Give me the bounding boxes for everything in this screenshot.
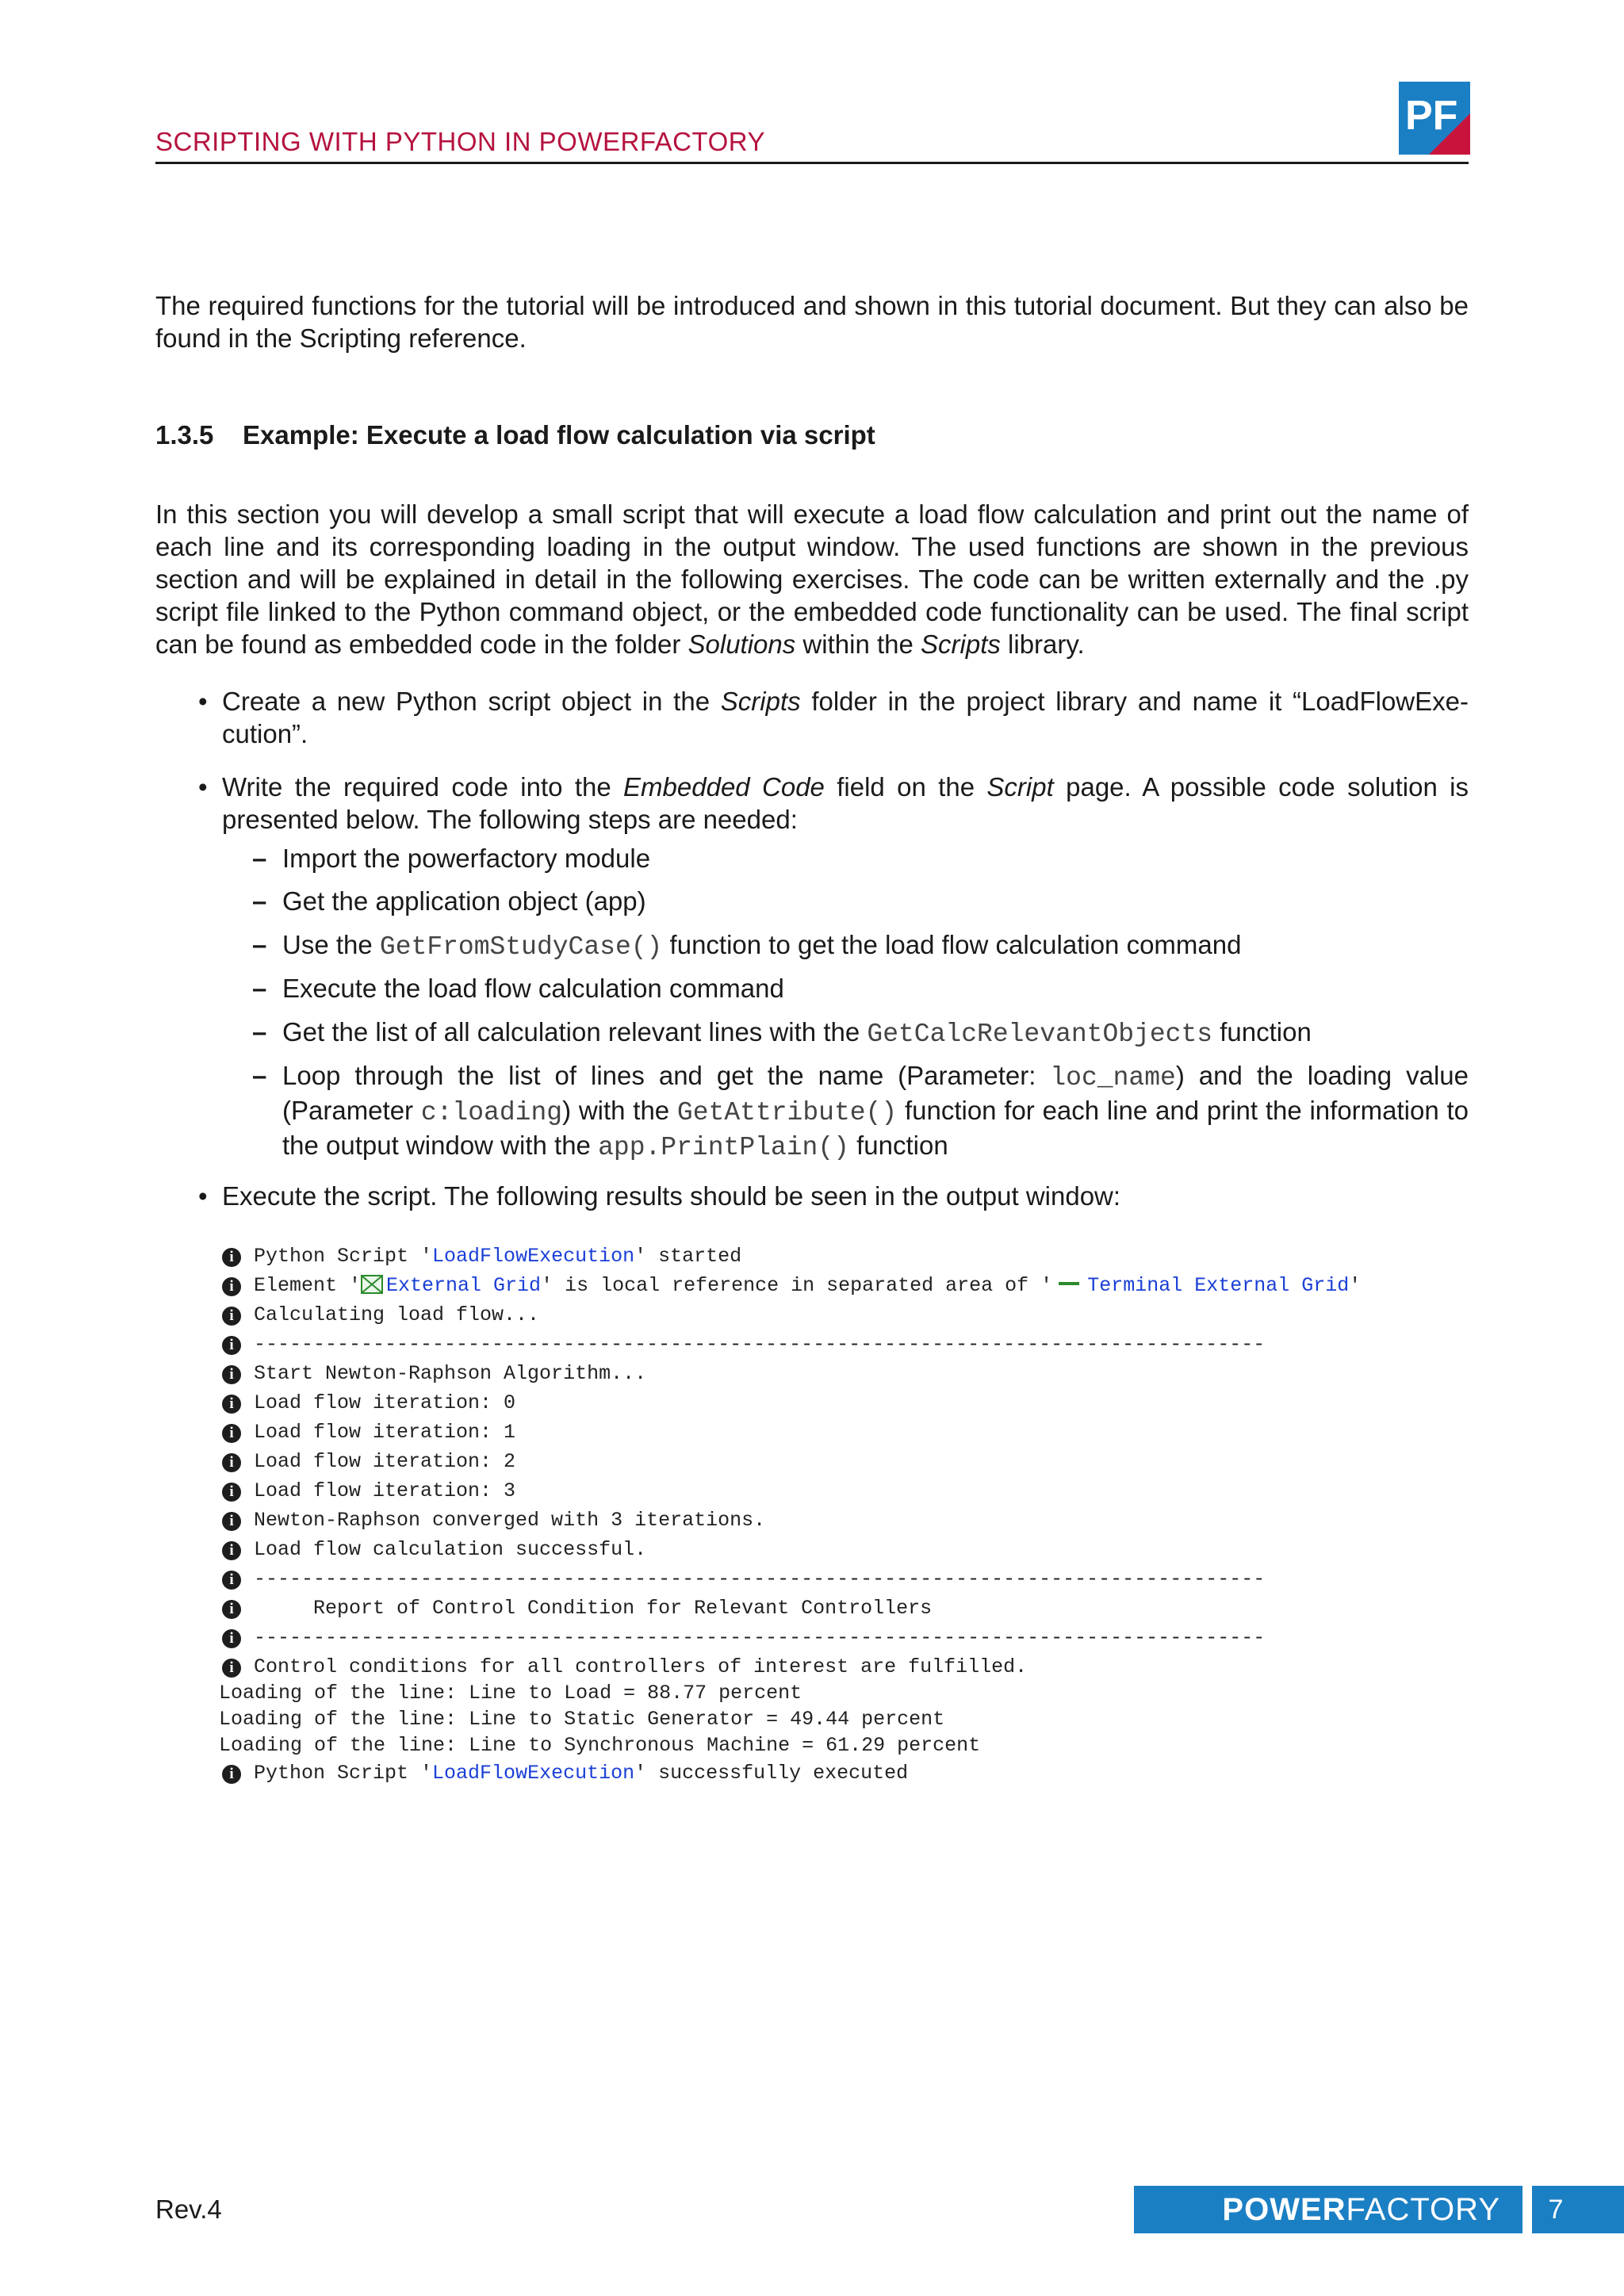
info-icon: i [222, 1395, 241, 1414]
bullet-text: folder in the project library and name it “LoadFlowExe-cution”. [222, 687, 1469, 748]
bullet-text: Create a new Python script object in the [222, 687, 721, 716]
output-text: Loading of the line: Line to Load = 88.77 percent [219, 1682, 802, 1705]
brand-bold: POWER [1222, 2192, 1346, 2227]
info-icon: i [222, 1365, 241, 1384]
output-text: Start Newton-Raphson Algorithm... [254, 1362, 647, 1385]
output-text: Loading of the line: Line to Static Generator = 49.44 percent [219, 1708, 945, 1731]
step-loop-lines [252, 1059, 1469, 1164]
section-para-text: In this section you will develop a small script that will execute a load flow calculation and print out the name of each line and its corresponding loading in the output window. The used functions are shown in the previous section and will be explained in detail in the following exercises. The code can be written externally and the .py script file linked to the Python command object, or the embedded code functionality can be used. The final script can be found as embedded code in the folder [155, 499, 1469, 659]
pf-logo-icon [1399, 82, 1470, 155]
output-window [219, 1243, 1408, 1798]
info-icon: i [222, 1336, 241, 1355]
bullet-emphasis: Scripts [720, 687, 801, 716]
section-para-text: library. [1000, 629, 1085, 659]
bullet-create-script [198, 685, 1469, 750]
step-text: Execute the load flow calculation command [282, 974, 784, 1003]
output-text: ' started [634, 1245, 742, 1268]
solutions-folder-name: Solutions [688, 629, 796, 659]
output-text: Python Script ' [254, 1762, 433, 1785]
info-icon: i [222, 1629, 241, 1648]
code-c-loading: c:loading [420, 1098, 563, 1127]
bullet-dot: • [198, 772, 208, 802]
output-text: Element ' [254, 1274, 362, 1297]
section-number: 1.3.5 [155, 420, 214, 450]
output-text: ' successfully executed [634, 1762, 909, 1785]
bullet-emphasis: Script [986, 772, 1054, 802]
code-app-printplain: app.PrintPlain() [598, 1133, 849, 1162]
bullet-execute-script [198, 1180, 1469, 1212]
pf-logo-text: PF [1405, 93, 1458, 139]
header-rule [155, 162, 1469, 164]
brand-rest: FACTORY [1346, 2192, 1500, 2227]
info-icon: i [222, 1512, 241, 1531]
step-import-module [252, 842, 1469, 874]
dash-marker: – [252, 974, 267, 1003]
step-get-lines [252, 1016, 1469, 1050]
info-icon: i [222, 1541, 241, 1560]
bullet-text: Write the required code into the [222, 772, 624, 802]
code-loc-name: loc_name [1050, 1063, 1176, 1093]
info-icon: i [222, 1248, 241, 1267]
step-text: function [848, 1131, 948, 1160]
section-para-text: within the [795, 629, 921, 659]
step-text: Import the powerfactory module [282, 844, 651, 873]
step-text: Get the application object (app) [282, 886, 646, 916]
step-text: function for each line and print the information to the output window with the [282, 1096, 1469, 1160]
intro-paragraph: The required functions for the tutorial will be introduced and shown in this tutorial document. But they can also be found in the Scripting reference. [155, 291, 1469, 353]
script-link[interactable]: LoadFlowExecution [432, 1245, 635, 1268]
terminal-link[interactable]: Terminal External Grid [1087, 1274, 1350, 1297]
dash-marker: – [252, 1061, 267, 1090]
output-text: Newton-Raphson converged with 3 iterations. [254, 1509, 766, 1532]
output-text: Load flow iteration: 2 [254, 1450, 516, 1473]
brand-bar [1134, 2186, 1522, 2233]
scripts-library-name: Scripts [921, 629, 1001, 659]
info-icon: i [222, 1600, 241, 1619]
info-icon: i [222, 1424, 241, 1443]
step-get-command [252, 928, 1469, 963]
output-text: Load flow iteration: 1 [254, 1421, 516, 1444]
step-text: ) and the loading value (Parameter [282, 1061, 1469, 1125]
output-text: Control conditions for all controllers of interest are fulfilled. [254, 1655, 1028, 1678]
info-icon: i [222, 1483, 241, 1502]
step-execute-command [252, 972, 1469, 1004]
info-icon: i [222, 1453, 241, 1472]
revision-label: Rev.4 [155, 2195, 222, 2224]
output-separator: ------------------------------------------------------------------------------------- [254, 1567, 1266, 1590]
output-text: Python Script ' [254, 1245, 433, 1268]
step-text: function [1212, 1017, 1312, 1047]
header-title: SCRIPTING WITH PYTHON IN POWERFACTORY [155, 127, 765, 156]
bullet-dot: • [198, 687, 208, 716]
info-icon: i [222, 1659, 241, 1678]
section-heading [155, 420, 875, 450]
section-title: Example: Execute a load flow calculation via script [243, 420, 875, 450]
bullet-text: field on the [824, 772, 987, 802]
output-text: Calculating load flow... [254, 1303, 540, 1326]
terminal-icon [1059, 1282, 1079, 1285]
bullet-write-code [198, 771, 1469, 836]
code-getattribute: GetAttribute() [676, 1098, 898, 1127]
bullet-dot: • [198, 1181, 208, 1211]
code-getfromstudycase: GetFromStudyCase() [379, 932, 663, 962]
external-grid-link[interactable]: External Grid [386, 1274, 542, 1297]
output-separator: ------------------------------------------------------------------------------------- [254, 1333, 1266, 1356]
step-text: Get the list of all calculation relevant lines with the [282, 1017, 868, 1047]
code-getcalcrelevantobjects: GetCalcRelevantObjects [867, 1020, 1213, 1049]
external-grid-icon [361, 1275, 383, 1294]
page-number: 7 [1548, 2195, 1564, 2225]
bullet-text: page. A possible code solution is presented below. The following steps are needed: [222, 772, 1469, 834]
output-text: ' [1349, 1274, 1362, 1297]
output-text: ' is local reference in separated area of ' [541, 1274, 1053, 1297]
info-icon: i [222, 1571, 241, 1590]
output-text: Load flow calculation successful. [254, 1538, 647, 1561]
script-link[interactable]: LoadFlowExecution [432, 1762, 635, 1785]
page-number-box [1532, 2186, 1624, 2233]
brand-name [1222, 2186, 1500, 2233]
dash-marker: – [252, 844, 267, 873]
output-text: Load flow iteration: 0 [254, 1391, 516, 1414]
dash-marker: – [252, 886, 267, 916]
output-separator: ------------------------------------------------------------------------------------- [254, 1626, 1266, 1649]
bullet-emphasis: Embedded Code [623, 772, 825, 802]
step-get-app [252, 885, 1469, 917]
dash-marker: – [252, 1017, 267, 1047]
step-text: ) with the [562, 1096, 677, 1125]
step-text: function to get the load flow calculation command [662, 930, 1242, 959]
info-icon: i [222, 1277, 241, 1296]
output-text: Loading of the line: Line to Synchronous Machine = 61.29 percent [219, 1734, 981, 1757]
dash-marker: – [252, 930, 267, 959]
step-text: Use the [282, 930, 380, 959]
output-text: Load flow iteration: 3 [254, 1479, 516, 1502]
output-text: Report of Control Condition for Relevant Controllers [254, 1597, 933, 1620]
info-icon: i [222, 1765, 241, 1784]
section-paragraph [155, 498, 1469, 660]
bullet-text: Execute the script. The following results should be seen in the output window: [222, 1181, 1121, 1211]
info-icon: i [222, 1307, 241, 1326]
step-text: Loop through the list of lines and get the name (Parameter: [282, 1061, 1051, 1090]
